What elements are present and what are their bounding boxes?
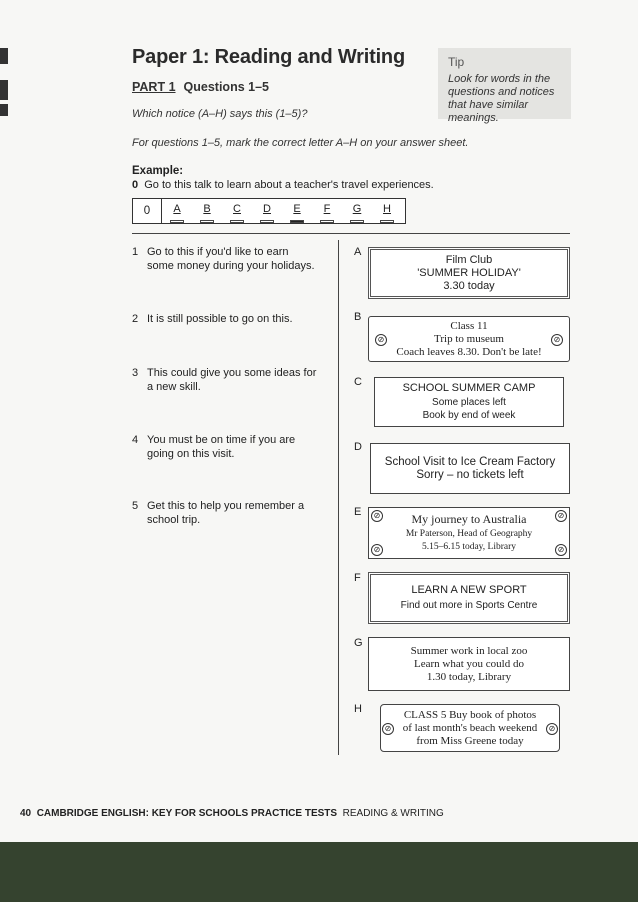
no-entry-icon: ⊘ bbox=[555, 544, 567, 556]
answer-option-f[interactable]: F bbox=[312, 203, 342, 219]
notice-letter-g: G bbox=[354, 637, 363, 649]
footer-section: READING & WRITING bbox=[342, 808, 444, 819]
notice-h: CLASS 5 Buy book of photos of last month's beach weekend from Miss Greene today ⊘ ⊘ bbox=[380, 704, 560, 752]
example-question bbox=[132, 179, 434, 191]
book-title: CAMBRIDGE ENGLISH: KEY FOR SCHOOLS PRACTICE TESTS bbox=[36, 808, 338, 819]
part-label: PART 1 bbox=[132, 80, 176, 94]
column-divider bbox=[338, 240, 339, 755]
part-questions: Questions 1–5 bbox=[183, 80, 269, 94]
answer-option-c[interactable]: C bbox=[222, 203, 252, 219]
binding-mark bbox=[0, 48, 8, 64]
example-answer-grid bbox=[132, 198, 406, 224]
answer-option-b[interactable]: B bbox=[192, 203, 222, 219]
answer-option-h[interactable]: H bbox=[372, 203, 402, 219]
example-number: 0 bbox=[132, 179, 139, 191]
example-label: Example: bbox=[132, 165, 184, 177]
no-entry-icon: ⊘ bbox=[382, 723, 394, 735]
answer-number: 0 bbox=[133, 199, 162, 223]
answer-option-e[interactable]: E bbox=[282, 203, 312, 219]
question-3: 3 This could give you some ideas for a new skill. bbox=[132, 367, 317, 393]
question-4: 4 You must be on time if you are going on this visit. bbox=[132, 434, 296, 460]
binding-mark bbox=[0, 104, 8, 116]
page-number: 40 bbox=[20, 808, 32, 819]
notice-e: My journey to Australia Mr Paterson, Head of Geography 5.15–6.15 today, Library ⊘ ⊘ ⊘ ⊘ bbox=[368, 507, 570, 559]
notice-letter-f: F bbox=[354, 572, 361, 584]
notice-letter-a: A bbox=[354, 246, 362, 258]
notice-c: SCHOOL SUMMER CAMP Some places left Book by end of week bbox=[374, 377, 564, 427]
no-entry-icon: ⊘ bbox=[371, 544, 383, 556]
notice-g: Summer work in local zoo Learn what you could do 1.30 today, Library bbox=[368, 637, 570, 691]
question-5: 5 Get this to help you remember a school trip. bbox=[132, 500, 305, 526]
question-2: 2 It is still possible to go on this. bbox=[132, 313, 293, 325]
answer-option-g[interactable]: G bbox=[342, 203, 372, 219]
answer-option-a[interactable]: A bbox=[162, 203, 192, 219]
part-heading bbox=[132, 80, 269, 94]
no-entry-icon: ⊘ bbox=[555, 510, 567, 522]
example-text: Go to this talk to learn about a teacher's travel experiences. bbox=[144, 179, 434, 191]
question-1: 1 Go to this if you'd like to earn some money during your holidays. bbox=[132, 246, 315, 272]
notice-letter-d: D bbox=[354, 441, 362, 453]
notice-d: School Visit to Ice Cream Factory Sorry – no tickets left bbox=[370, 443, 570, 494]
notice-letter-h: H bbox=[354, 703, 362, 715]
notice-f: LEARN A NEW SPORT Find out more in Sports Centre bbox=[368, 572, 570, 624]
instruction-1: Which notice (A–H) says this (1–5)? bbox=[132, 108, 308, 120]
no-entry-icon: ⊘ bbox=[371, 510, 383, 522]
tip-text: Look for words in the questions and notices that have similar meanings. bbox=[448, 73, 555, 124]
no-entry-icon: ⊘ bbox=[551, 334, 563, 346]
notice-letter-c: C bbox=[354, 376, 362, 388]
tip-title: Tip bbox=[448, 55, 465, 69]
notice-b: Class 11 Trip to museum Coach leaves 8.30. Don't be late! ⊘ ⊘ bbox=[368, 316, 570, 362]
instruction-2: For questions 1–5, mark the correct letter A–H on your answer sheet. bbox=[132, 137, 469, 149]
section-divider bbox=[132, 233, 570, 234]
tip-box bbox=[438, 48, 571, 124]
scan-bottom-band bbox=[0, 842, 638, 902]
notice-letter-e: E bbox=[354, 506, 362, 518]
notice-a: Film Club 'SUMMER HOLIDAY' 3.30 today bbox=[368, 247, 570, 299]
notice-letter-b: B bbox=[354, 311, 362, 323]
answer-option-d[interactable]: D bbox=[252, 203, 282, 219]
no-entry-icon: ⊘ bbox=[546, 723, 558, 735]
no-entry-icon: ⊘ bbox=[375, 334, 387, 346]
binding-mark bbox=[0, 80, 8, 100]
page-title: Paper 1: Reading and Writing bbox=[132, 46, 405, 68]
page-footer bbox=[20, 808, 444, 819]
